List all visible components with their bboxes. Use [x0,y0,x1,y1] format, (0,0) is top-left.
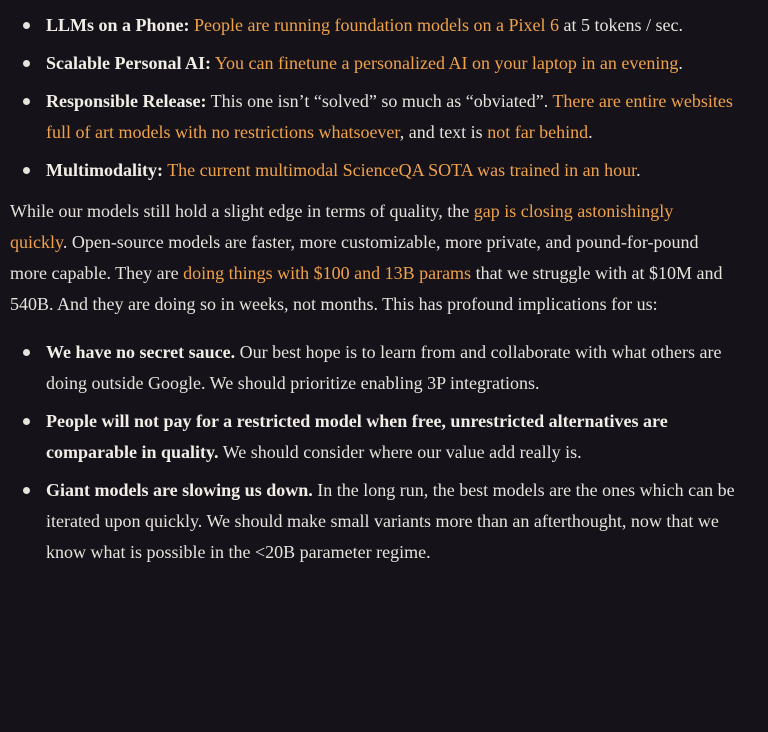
list-item-no-secret-sauce [10,337,748,399]
link-finetune-laptop[interactable]: You can finetune a personalized AI on your laptop in an evening [214,53,679,73]
list-item-personal-ai [10,48,748,79]
item-text: Our best hope is to learn from and collaborate with what others are doing outside Google. We should prioritize enabling 3P integrations. [46,342,722,393]
item-text: This one isn’t “solved” so much as “obviated”. [206,91,553,111]
paragraph-text: . Open-source models are faster, more customizable, more private, and pound-for-pound more capable. They are [10,232,699,283]
link-100-13b[interactable]: doing things with $100 and 13B params [183,263,472,283]
bullet-icon [23,22,30,29]
capabilities-list [10,10,748,186]
item-text: at 5 tokens / sec. [558,15,683,35]
link-not-far-behind[interactable]: not far behind [487,122,589,142]
item-text: . [588,122,593,142]
paragraph-text: that we struggle with at $10M and 540B. And they are doing so in weeks, not months. This has profound implications for us: [10,263,723,314]
item-title: Scalable Personal AI: [46,53,211,73]
item-title: LLMs on a Phone: [46,15,190,35]
link-pixel6[interactable]: People are running foundation models on a Pixel 6 [194,15,559,35]
link-gap-closing[interactable]: gap is closing astonishingly quickly [10,201,674,252]
implications-list [10,337,748,568]
link-art-models[interactable]: There are entire websites full of art models with no restrictions whatsoever [46,91,733,142]
bullet-icon [23,98,30,105]
bullet-icon [23,418,30,425]
link-scienceqa[interactable]: The current multimodal ScienceQA SOTA was trained in an hour [167,160,637,180]
list-item-llms-phone [10,10,748,41]
item-text: We should consider where our value add really is. [218,442,582,462]
paragraph-text: While our models still hold a slight edge in terms of quality, the [10,201,474,221]
item-text: In the long run, the best models are the ones which can be iterated upon quickly. We should make small variants more than an afterthought, now that we know what is possible in the <20B parameter regime. [46,480,735,562]
item-title: Giant models are slowing us down. [46,480,313,500]
body-paragraph [10,196,748,320]
item-text: , and text is [399,122,488,142]
item-text: . [678,53,683,73]
item-title: Multimodality: [46,160,163,180]
list-item-responsible-release [10,86,748,148]
item-text: . [636,160,641,180]
list-item-multimodality [10,155,748,186]
list-item-restricted-model [10,406,748,468]
item-title: Responsible Release: [46,91,207,111]
item-title: We have no secret sauce. [46,342,236,362]
list-item-giant-models [10,475,748,568]
bullet-icon [23,349,30,356]
item-title: People will not pay for a restricted model when free, unrestricted alternatives are comparable in quality. [46,411,668,462]
bullet-icon [23,487,30,494]
bullet-icon [23,60,30,67]
bullet-icon [23,167,30,174]
